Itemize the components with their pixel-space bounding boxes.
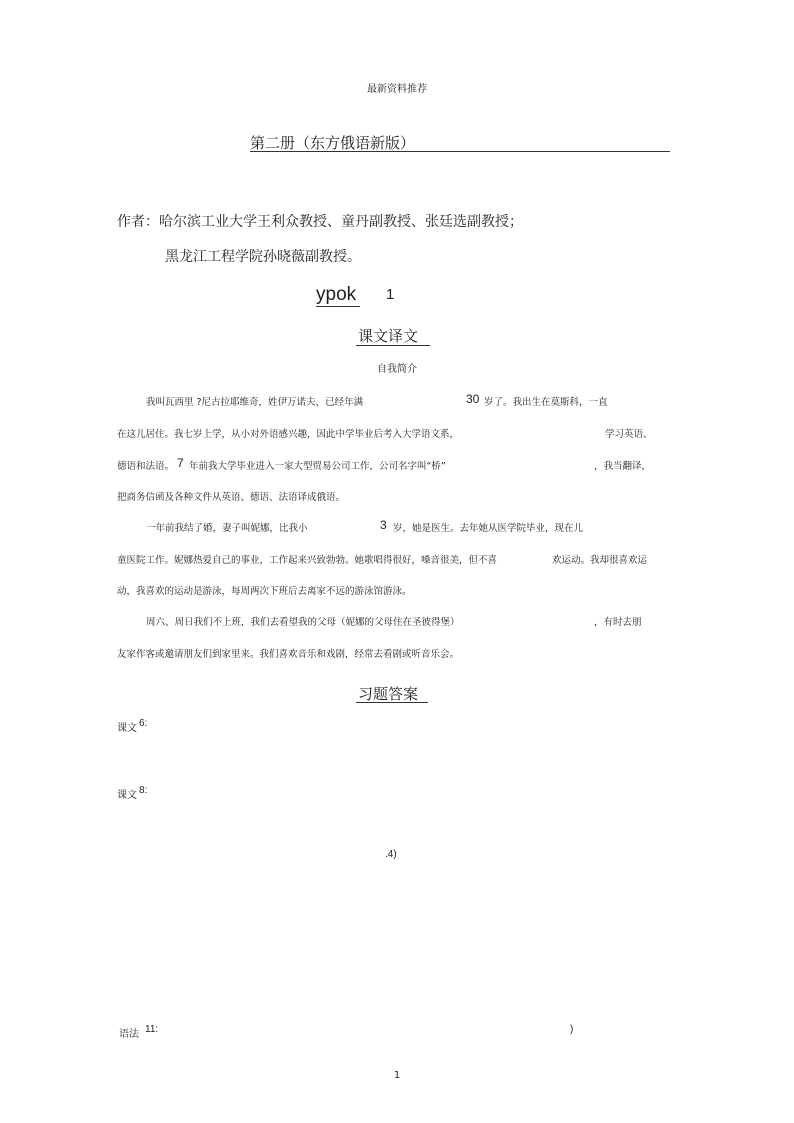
lesson-heading-word: ypok (316, 284, 357, 305)
paragraph-line: 友家作客或邀请朋友们到家里来。我们喜欢音乐和戏剧，经常去看剧或听音乐会。 (117, 649, 460, 660)
section-heading-translation: 课文译文 (358, 327, 419, 345)
exercise-label: 语法 (119, 1029, 139, 1040)
exercise-label: 课文 (117, 723, 137, 734)
paragraph-line: 周六、周日我们不上班，我们去看望我的父母（妮娜的父母住在圣彼得堡） (146, 617, 460, 628)
text-title: 自我简介 (377, 364, 417, 375)
section-heading-underline (356, 345, 430, 346)
exercise-item: ) (570, 1024, 574, 1035)
title-underline (250, 151, 670, 152)
paragraph-line: 把商务信函及各种文件从英语、德语、法语译成俄语。 (117, 492, 346, 503)
paragraph-line: 年前我大学毕业进入一家大型贸易公司工作，公司名字叫“桥” (189, 461, 446, 472)
inline-number: 30 (466, 392, 480, 406)
exercise-number: 8: (139, 785, 148, 796)
inline-number: 3 (380, 518, 387, 532)
section-heading-answers: 习题答案 (358, 685, 419, 703)
paragraph-line: 岁，她是医生。去年她从医学院毕业，现在儿 (393, 523, 584, 534)
paragraph-line: 一年前我结了婚，妻子叫妮娜，比我小 (146, 523, 308, 534)
page-number: 1 (393, 1070, 401, 1081)
section-heading-underline (356, 702, 428, 703)
paragraph-line: 学习英语、 (605, 429, 653, 440)
exercise-number: 6: (139, 718, 148, 729)
exercise-label: 课文 (117, 790, 137, 801)
exercise-item: .4) (385, 849, 397, 860)
paragraph-line: 我叫瓦西里 ?尼古拉耶维奇，姓伊万诺夫，已经年满 (146, 397, 364, 408)
paragraph-line: 德语和法语。 (117, 461, 175, 472)
paragraph-line: 动，我喜欢的运动是游泳，每周两次下班后去离家不远的游泳馆游泳。 (117, 586, 412, 597)
paragraph-line: 童医院工作。妮娜热爱自己的事业，工作起来兴致勃勃。她歌唱得很好，嗓音很美，但不喜 (117, 555, 498, 566)
inline-number: 7 (177, 456, 184, 470)
book-title: 第二册（东方俄语新版） (250, 134, 416, 152)
paragraph-line: 在这儿居住。我七岁上学，从小对外语感兴趣，因此中学毕业后考入大学语文系， (117, 429, 460, 440)
page-header-note: 最新资料推荐 (367, 84, 427, 95)
paragraph-line: 欢运动。我却很喜欢运 (552, 555, 648, 566)
lesson-heading-underline (316, 306, 360, 307)
authors-line: 黑龙江工程学院孙晓薇副教授。 (165, 249, 361, 265)
exercise-number: 11: (145, 1024, 159, 1035)
paragraph-line: ，有时去朋 (594, 617, 642, 628)
authors-line: 作者：哈尔滨工业大学王利众教授、童丹副教授、张廷选副教授； (117, 214, 523, 230)
paragraph-line: 岁了。我出生在莫斯科，一直 (484, 397, 608, 408)
lesson-number: 1 (386, 286, 395, 303)
paragraph-line: ，我当翻译， (594, 461, 652, 472)
